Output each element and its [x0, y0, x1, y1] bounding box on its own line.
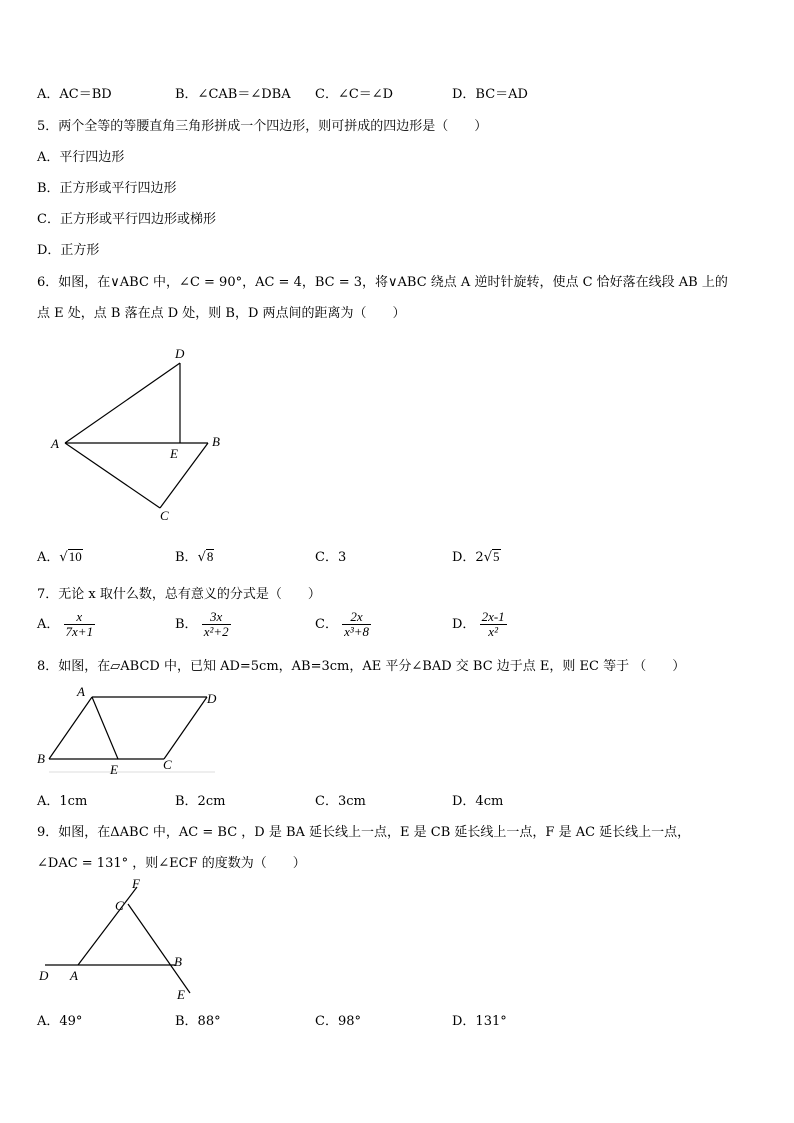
q6-option-a-prefix: A． — [37, 550, 60, 565]
q6-stem-line1: 6．如图，在∨ABC 中，∠C = 90°，AC = 4，BC = 3，将∨ABC 绕点 A 逆时针旋转，使点 C 恰好落在线段 AB 上的 — [37, 275, 728, 290]
q6-stem-line2: 点 E 处，点 B 落在点 D 处，则 B，D 两点间的距离为（ ） — [37, 306, 406, 321]
q6-label-d: D — [175, 346, 185, 361]
q9-label-a: A — [70, 968, 78, 983]
q5-option-c: C．正方形或平行四边形或梯形 — [37, 212, 216, 227]
q8-label-e: E — [110, 762, 118, 777]
q7-option-d-prefix: D． — [452, 617, 476, 632]
q6-option-b — [175, 546, 214, 565]
q4-option-c: C．∠C＝∠D — [315, 87, 394, 102]
q6-option-a — [37, 546, 83, 565]
q8-label-c: C — [163, 757, 172, 772]
q9-label-d: D — [39, 968, 49, 983]
q7-option-a-fraction — [64, 610, 96, 639]
q6-label-c: C — [160, 508, 169, 523]
q6-option-a-radicand: 10 — [68, 549, 82, 564]
q6-option-b-radicand: 8 — [206, 549, 214, 564]
q8-stem: 8．如图，在▱ABCD 中，已知 AD=5cm，AB=3cm，AE 平分∠BAD 交 BC 边于点 E，则 EC 等于 （ ） — [37, 659, 686, 674]
q9-stem-line2: ∠DAC = 131° ，则∠ECF 的度数为（ ） — [37, 856, 306, 871]
sqrt-icon: √ — [197, 550, 206, 565]
q5-stem: 5．两个全等的等腰直角三角形拼成一个四边形，则可拼成的四边形是（ ） — [37, 119, 488, 134]
q9-figure — [35, 873, 210, 1008]
q8-label-d: D — [207, 691, 217, 706]
q8-figure — [35, 683, 225, 778]
q6-option-d-prefix: D．2 — [452, 550, 484, 565]
denominator: 7x+1 — [65, 624, 94, 639]
q6-label-b: B — [212, 434, 220, 449]
q9-label-f: F — [132, 876, 140, 891]
q6-label-a: A — [51, 436, 59, 451]
q7-option-a — [37, 610, 95, 639]
q8-label-b: B — [37, 751, 45, 766]
denominator: x³+8 — [344, 624, 370, 639]
numerator: x — [64, 610, 96, 625]
q7-option-d — [452, 610, 507, 639]
numerator: 2x-1 — [481, 609, 505, 624]
q7-option-b-fraction — [202, 610, 231, 639]
sqrt-icon: √ — [483, 550, 492, 565]
numerator: 2x — [342, 610, 371, 625]
q4-option-b: B．∠CAB＝∠DBA — [175, 87, 291, 102]
q9-option-c: C．98° — [315, 1014, 361, 1029]
q4-option-a: A．AC＝BD — [37, 87, 112, 102]
q7-option-c-fraction — [342, 610, 371, 639]
q8-option-b: B．2cm — [175, 794, 226, 809]
q4-option-d: D．BC＝AD — [452, 87, 528, 102]
q5-option-b: B．正方形或平行四边形 — [37, 181, 177, 196]
q9-label-e: E — [177, 987, 185, 1002]
q5-option-d: D．正方形 — [37, 243, 100, 258]
q7-option-c — [315, 610, 371, 639]
denominator: x²+2 — [203, 624, 229, 639]
q6-figure — [40, 340, 240, 525]
q8-label-a: A — [77, 684, 85, 699]
numerator: 3x — [202, 610, 231, 625]
q6-option-c: C．3 — [315, 550, 347, 565]
q7-option-d-fraction — [480, 610, 507, 639]
q9-option-b: B．88° — [175, 1014, 221, 1029]
q9-option-a: A．49° — [37, 1014, 83, 1029]
q6-label-e: E — [170, 446, 178, 461]
q9-label-c: C — [115, 898, 124, 913]
q6-option-d-radicand: 5 — [493, 549, 500, 564]
q6-option-b-prefix: B． — [175, 550, 198, 565]
q9-label-b: B — [174, 954, 182, 969]
q6-option-d — [452, 546, 501, 565]
q9-stem-line1: 9．如图，在ΔABC 中，AC = BC ，D 是 BA 延长线上一点，E 是 CB 延长线上一点，F 是 AC 延长线上一点， — [37, 825, 691, 840]
q7-stem: 7．无论 x 取什么数，总有意义的分式是（ ） — [37, 587, 321, 602]
denominator: x² — [488, 624, 498, 639]
q7-option-b-prefix: B． — [175, 617, 198, 632]
q5-option-a: A．平行四边形 — [37, 150, 125, 165]
sqrt-icon: √ — [59, 550, 68, 565]
q8-option-c: C．3cm — [315, 794, 366, 809]
q8-option-a: A．1cm — [37, 794, 88, 809]
q8-option-d: D．4cm — [452, 794, 504, 809]
q9-option-d: D．131° — [452, 1014, 507, 1029]
q7-option-c-prefix: C． — [315, 617, 338, 632]
q7-option-a-prefix: A． — [37, 617, 60, 632]
q7-option-b — [175, 610, 231, 639]
